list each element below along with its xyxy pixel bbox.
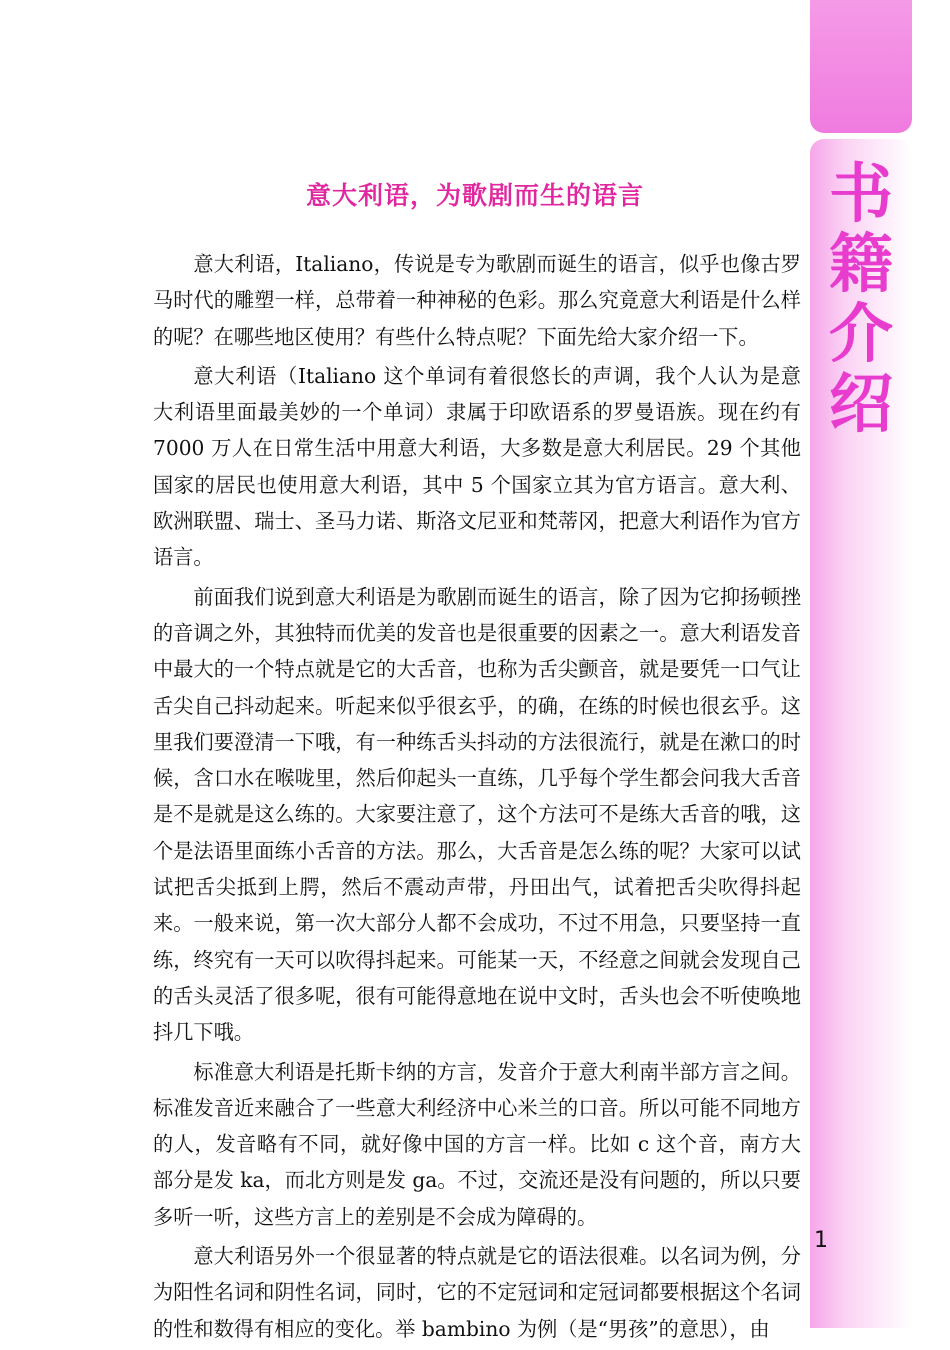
section-label-char: 绍 xyxy=(829,367,893,442)
paragraph: 标准意大利语是托斯卡纳的方言，发音介于意大利南半部方言之间。标准发音近来融合了一些意大利经济中心米兰的口音。所以可能不同地方的人，发音略有不同，就好像中国的方言一样。比如 c 这个音，南方大部分是发 ka，而北方则是发 ga。不过，交流还是没有问题的，所以只要多听一听，这些方言上的差别是不会成为障碍的。 xyxy=(153,1059,801,1229)
section-label-char: 介 xyxy=(829,297,893,372)
section-label xyxy=(818,157,904,442)
article-title: 意大利语，为歌剧而生的语言 xyxy=(305,181,644,210)
paragraph: 意大利语，Italiano，传说是专为歌剧而诞生的语言，似乎也像古罗马时代的雕塑一样，总带着一种神秘的色彩。那么究竟意大利语是什么样的呢？在哪些地区使用？有些什么特点呢？下面先给大家介绍一下。 xyxy=(153,252,801,349)
article-body xyxy=(153,246,801,1350)
section-label-char: 籍 xyxy=(829,227,893,302)
paragraph: 前面我们说到意大利语是为歌剧而诞生的语言，除了因为它抑扬顿挫的音调之外，其独特而优美的发音也是很重要的因素之一。意大利语发音中最大的一个特点就是它的大舌音，也称为舌尖颤音，就是要凭一口气让舌尖自己抖动起来。听起来似乎很玄乎，的确，在练的时候也很玄乎。这里我们要澄清一下哦，有一种练舌头抖动的方法很流行，就是在漱口的时候，含口水在喉咙里，然后仰起头一直练，几乎每个学生都会问我大舌音是不是就是这么练的。大家要注意了，这个方法可不是练大舌音的哦，这个是法语里面练小舌音的方法。那么，大舌音是怎么练的呢？大家可以试试把舌尖抵到上腭，然后不震动声带，丹田出气，试着把舌尖吹得抖起来。一般来说，第一次大部分人都不会成功，不过不用急，只要坚持一直练，终究有一天可以吹得抖起来。可能某一天，不经意之间就会发现自己的舌头灵活了很多呢，很有可能得意地在说中文时，舌头也会不听使唤地抖几下哦。 xyxy=(153,584,801,1045)
paragraph: 意大利语（Italiano 这个单词有着很悠长的声调，我个人认为是意大利语里面最美妙的一个单词）隶属于印欧语系的罗曼语族。现在约有7000 万人在日常生活中用意大利语，大多数是意大利居民。29 个其他国家的居民也使用意大利语，其中 5 个国家立其为官方语言。意大利、欧洲联盟、瑞士、圣马力诺、斯洛文尼亚和梵蒂冈，把意大利语作为官方语言。 xyxy=(153,363,801,570)
paragraph: 意大利语另外一个很显著的特点就是它的语法很难。以名词为例，分为阳性名词和阴性名词，同时，它的不定冠词和定冠词都要根据这个名词的性和数得有相应的变化。举 bambino 为例（是“男孩”的意思），由 xyxy=(153,1244,801,1341)
side-tab-top xyxy=(810,0,912,133)
section-label-char: 书 xyxy=(829,157,893,232)
page-number: 1 xyxy=(814,1228,828,1253)
